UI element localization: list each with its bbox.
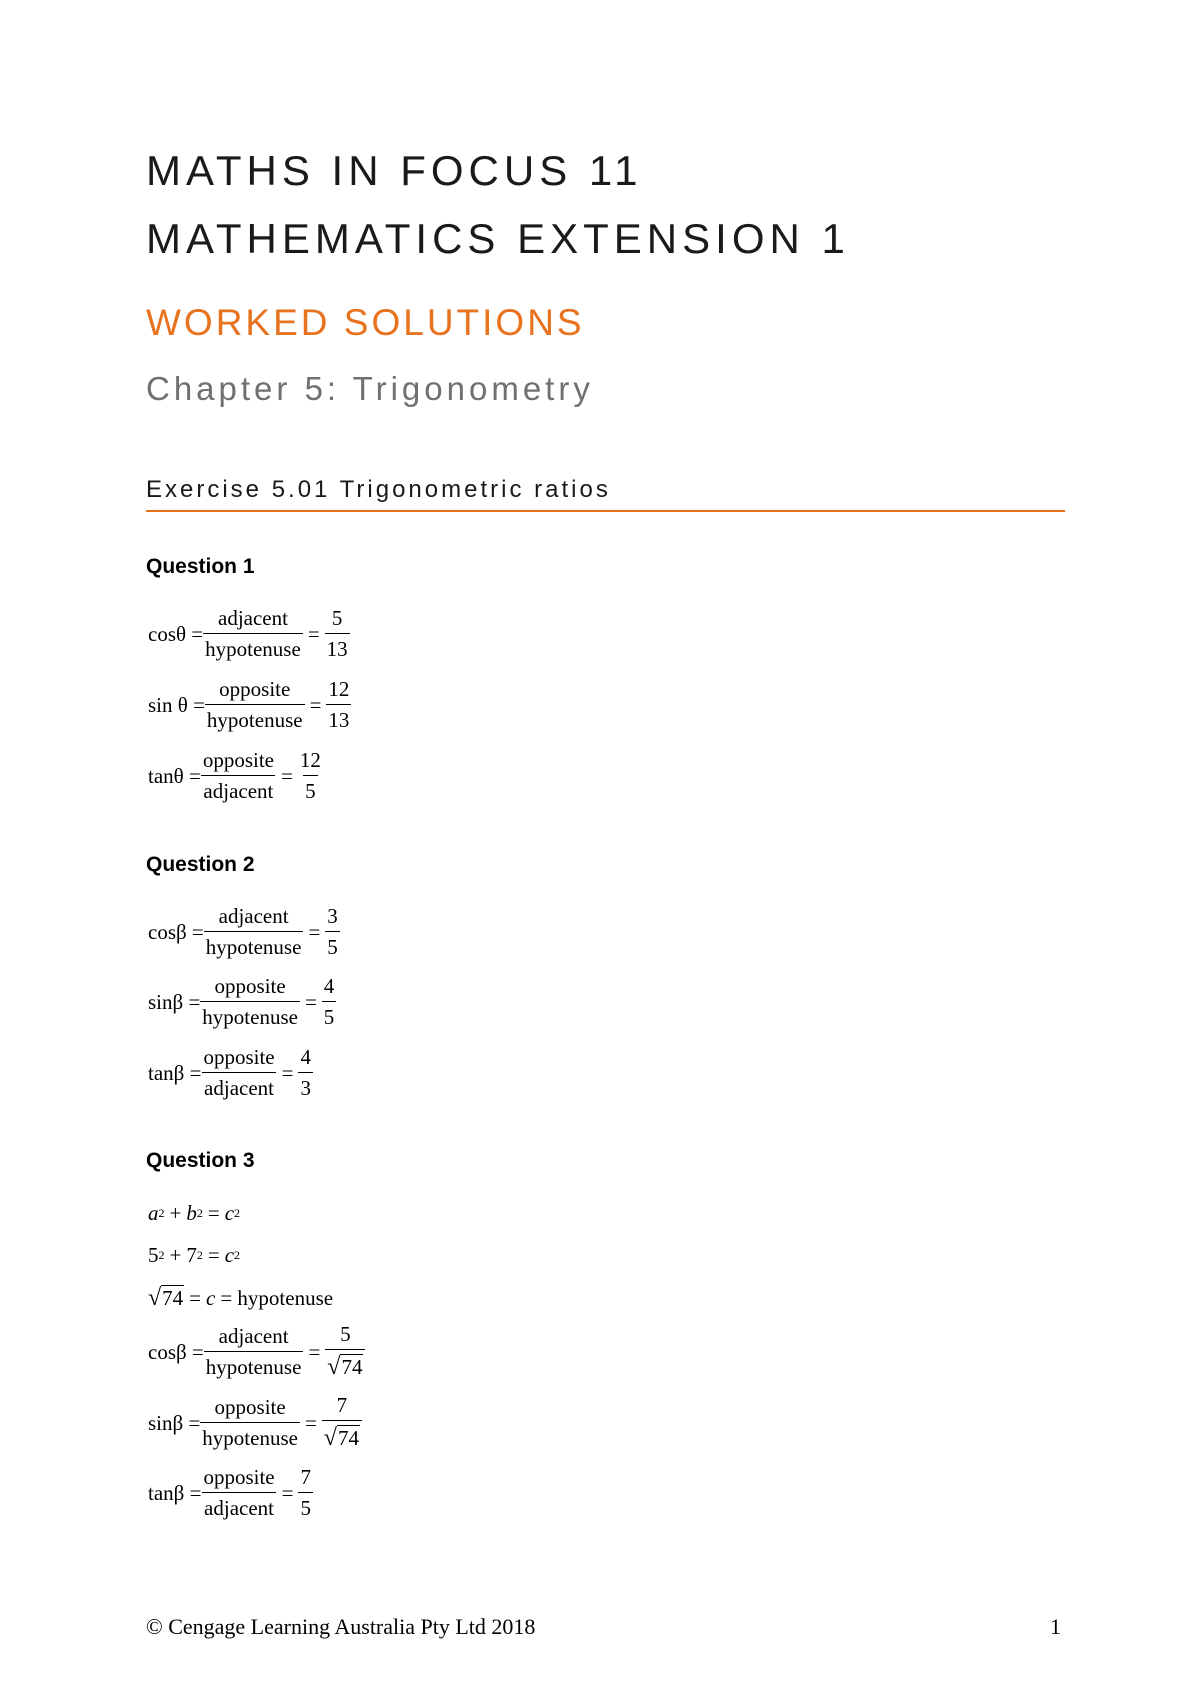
denominator: 5 [322,1001,337,1029]
denominator: 5 [303,775,318,803]
denominator: hypotenuse [204,1351,304,1379]
page-number: 1 [1050,1614,1061,1639]
radicand: 74 [337,1426,359,1451]
numerator: 7 [336,1393,348,1418]
variable-b: b [186,1200,197,1225]
denominator: 13 [325,633,350,661]
square-root [327,1354,363,1380]
q3-tan-equation [148,1463,313,1523]
numerator: opposite [203,1464,275,1489]
denominator: 13 [326,704,351,732]
denominator: hypotenuse [200,1001,300,1029]
q3-sin-equation [148,1393,362,1453]
question-1-heading: Question 1 [146,555,255,578]
numerator: opposite [202,747,274,772]
variable-c: c [224,1200,235,1225]
ratio-fraction [204,905,304,959]
q3-hypotenuse-equation [148,1283,338,1313]
variable-c: c [224,1242,235,1267]
function-label: cosβ = [148,919,204,944]
q3-substitution-equation: 5 2 + 7 2 = c 2 [148,1242,241,1267]
numerator: 4 [300,1044,311,1069]
equals-sign: = [189,1285,202,1310]
variable-c: c [206,1285,216,1310]
q1-cos-equation [148,604,350,664]
numerator: 12 [299,747,321,772]
worked-solutions-heading: WORKED SOLUTIONS [146,302,585,343]
numerator: opposite [214,973,286,998]
equals-sign: = [304,989,317,1014]
denominator [322,1420,362,1451]
ratio-fraction [201,1466,276,1520]
ratio-fraction [203,607,303,661]
plus-sign: + [169,1242,182,1267]
equals-sign: = [304,1410,317,1435]
number-five: 5 [148,1242,159,1267]
number-seven: 7 [186,1242,197,1267]
numerator: 12 [328,676,350,701]
value-fraction [325,1323,365,1380]
ratio-fraction [201,1046,276,1100]
denominator: 5 [325,931,340,959]
exercise-divider [146,510,1065,512]
chapter-heading: Chapter 5: Trigonometry [146,370,594,407]
numerator: 5 [331,605,343,630]
q2-tan-equation [148,1043,313,1103]
denominator: hypotenuse [205,704,305,732]
plus-sign: + [169,1200,182,1225]
ratio-fraction [204,1325,304,1379]
function-label: tanβ = [148,1060,202,1085]
equals-sign: = [308,1339,321,1364]
ratio-fraction [200,975,300,1029]
value-fraction [326,678,351,732]
denominator: hypotenuse [200,1422,300,1450]
square-root [148,1285,184,1312]
equals-sign: = [281,1480,294,1505]
hypotenuse-label: = hypotenuse [220,1285,334,1310]
q3-cos-equation [148,1322,365,1382]
numerator: 5 [340,1322,351,1347]
denominator: 3 [298,1072,313,1100]
denominator: adjacent [202,1072,276,1100]
function-label: cosβ = [148,1339,204,1364]
q3-pythagoras-equation: a 2 + b 2 = c 2 [148,1200,241,1225]
numerator: 7 [300,1464,311,1489]
ratio-fraction [200,1396,300,1450]
value-fraction [325,905,340,959]
denominator: adjacent [202,1492,276,1520]
denominator: hypotenuse [203,633,303,661]
equals-sign: = [280,763,293,788]
numerator: adjacent [218,1323,289,1348]
equals-sign: = [309,692,322,717]
value-fraction [322,975,337,1029]
q2-sin-equation [148,972,336,1032]
equals-sign: = [308,919,321,944]
question-2-heading: Question 2 [146,853,255,876]
value-fraction [322,1394,362,1451]
ratio-fraction [201,749,276,803]
square-root [324,1425,360,1451]
radicand: 74 [162,1285,184,1310]
denominator: hypotenuse [204,931,304,959]
equals-sign: = [207,1242,220,1267]
q2-cos-equation [148,902,340,962]
numerator: opposite [214,1394,286,1419]
denominator [325,1349,365,1380]
numerator: opposite [219,676,291,701]
function-label: tanβ = [148,1480,202,1505]
numerator: adjacent [218,903,289,928]
equals-sign: = [307,621,320,646]
numerator: 4 [323,973,335,998]
q1-sin-equation [148,675,351,735]
function-label: sinβ = [148,989,201,1014]
radical-sign: √ [148,1284,162,1311]
document-title-line1: MATHS IN FOCUS 11 [146,147,643,194]
question-3-heading: Question 3 [146,1149,255,1172]
copyright-notice: © Cengage Learning Australia Pty Ltd 2018 [146,1614,536,1639]
radicand: 74 [341,1355,363,1380]
numerator: adjacent [218,605,288,630]
function-label: sinβ = [148,1410,201,1435]
equals-sign: = [281,1060,294,1085]
numerator: 3 [327,903,338,928]
function-label: cosθ = [148,621,204,646]
value-fraction [298,1466,313,1520]
exercise-heading: Exercise 5.01 Trigonometric ratios [146,476,611,503]
radical-sign: √ [327,1354,341,1381]
ratio-fraction [205,678,305,732]
function-label: sin θ = [148,692,205,717]
value-fraction [298,1046,313,1100]
denominator: 5 [298,1492,313,1520]
document-title-line2: MATHEMATICS EXTENSION 1 [146,215,850,262]
function-label: tanθ = [148,763,201,788]
numerator: opposite [203,1044,275,1069]
q1-tan-equation [148,746,323,806]
equals-sign: = [207,1200,220,1225]
value-fraction [298,749,323,803]
radical-sign: √ [323,1425,337,1452]
variable-a: a [148,1200,159,1225]
value-fraction [325,607,350,661]
denominator: adjacent [201,775,275,803]
